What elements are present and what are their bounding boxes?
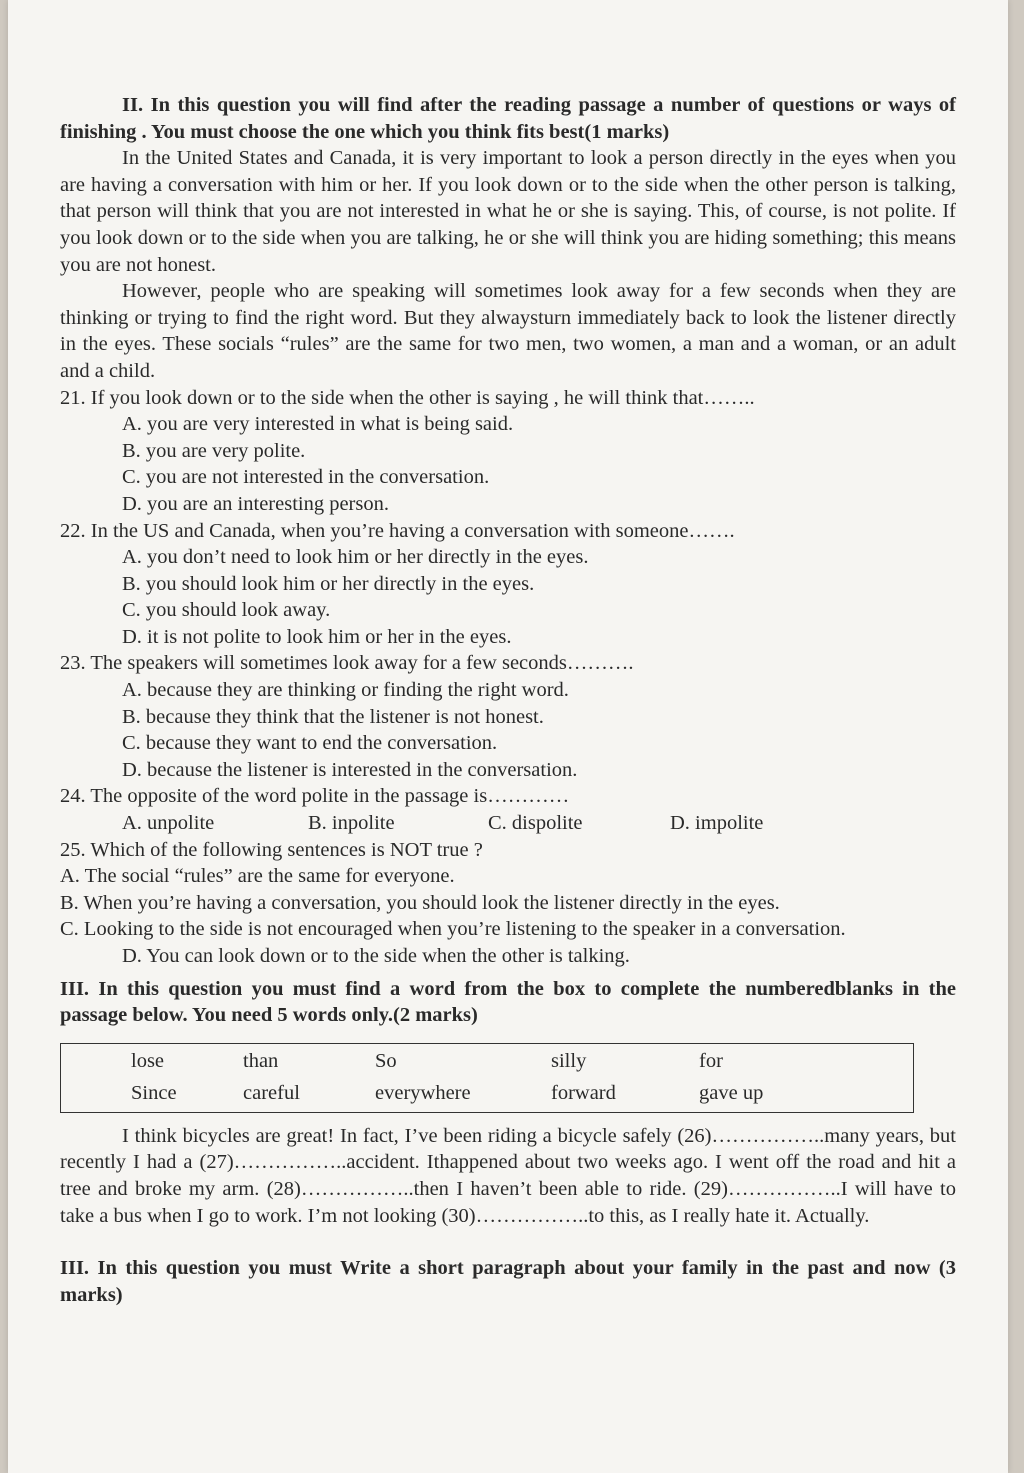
exam-content [60, 92, 956, 1308]
word-box-item: everywhere [375, 1082, 471, 1105]
word-box [60, 1043, 914, 1113]
question-23: 23. The speakers will sometimes look away for a few seconds………. [60, 652, 634, 675]
question-25-option-b: B. When you’re having a conversation, you should look the listener directly in the eyes. [60, 891, 780, 914]
word-box-row-2 [61, 1078, 913, 1110]
section-2-heading: II. In this question you will find after the reading passage a number of questions or ways of finishing . You must choose the one which you think fits best(1 marks) [60, 94, 956, 143]
question-25: 25. Which of the following sentences is NOT true ? [60, 838, 483, 861]
question-24-option-c: C. dispolite [488, 812, 583, 835]
question-23-option-b: B. because they think that the listener is not honest. [122, 705, 544, 728]
question-22-option-a: A. you don’t need to look him or her directly in the eyes. [122, 546, 589, 569]
word-box-item: forward [551, 1082, 616, 1105]
question-24-option-a: A. unpolite [122, 812, 215, 835]
word-box-item: So [375, 1050, 397, 1073]
word-box-item: for [699, 1050, 723, 1073]
word-box-item: gave up [699, 1082, 764, 1105]
question-22-option-b: B. you should look him or her directly in the eyes. [122, 572, 535, 595]
word-box-item: than [243, 1050, 279, 1073]
question-24: 24. The opposite of the word polite in the passage is………… [60, 785, 570, 808]
question-21-option-d: D. you are an interesting person. [122, 492, 389, 515]
question-25-option-a: A. The social “rules” are the same for everyone. [60, 865, 455, 888]
reading-passage-paragraph-2: However, people who are speaking will sometimes look away for a few seconds when they are thinking or trying to find the right word. But they alwaysturn immediately back to look the listener directly in the eyes. These socials “rules” are the same for two men, two women, a man and a woman, or an adult and a child. [60, 280, 956, 382]
question-24-option-b: B. inpolite [308, 812, 395, 835]
question-21: 21. If you look down or to the side when the other is saying , he will think that…….. [60, 386, 755, 409]
section-4-heading: III. In this question you must Write a short paragraph about your family in the past and now (3 marks) [60, 1257, 956, 1306]
word-box-item: lose [131, 1050, 165, 1073]
question-23-option-d: D. because the listener is interested in the conversation. [122, 758, 578, 781]
question-21-option-c: C. you are not interested in the conversation. [122, 466, 490, 489]
question-21-option-a: A. you are very interested in what is being said. [122, 413, 514, 436]
question-24-options [60, 810, 956, 837]
question-25-option-d: D. You can look down or to the side when the other is talking. [122, 945, 630, 967]
question-21-option-b: B. you are very polite. [122, 439, 306, 462]
question-25-option-c: C. Looking to the side is not encouraged when you’re listening to the speaker in a conversation. [60, 918, 846, 941]
question-22-option-d: D. it is not polite to look him or her in the eyes. [122, 625, 512, 648]
question-22: 22. In the US and Canada, when you’re having a conversation with someone……. [60, 519, 735, 542]
question-23-option-c: C. because they want to end the conversation. [122, 732, 498, 755]
word-box-item: careful [243, 1082, 300, 1105]
question-23-option-a: A. because they are thinking or finding the right word. [122, 679, 569, 702]
question-22-option-c: C. you should look away. [122, 599, 331, 622]
reading-passage-paragraph-1: In the United States and Canada, it is very important to look a person directly in the eyes when you are having a conversation with him or her. If you look down or to the side when the other person is talking, that person will think that you are not interested in what he or she is saying. This, of course, is not polite. If you look down or to the side when you are talking, he or she will think you are hiding something; this means you are not honest. [60, 147, 956, 276]
section-3-heading: III. In this question you must find a word from the box to complete the numberedblanks in the passage below. You need 5 words only.(2 marks) [60, 977, 956, 1027]
word-box-item: silly [551, 1050, 587, 1073]
exam-paper [8, 0, 1008, 1473]
question-24-option-d: D. impolite [670, 812, 764, 835]
word-box-row-1 [61, 1046, 913, 1078]
cloze-passage: I think bicycles are great! In fact, I’ve been riding a bicycle safely (26)……………..many years, but recently I had a (27)……………..accident. Ithappened about two weeks ago. I went off the road and hit a tree and broke my arm. (28)……………..then I haven’t been able to ride. (29)……………..I will have to take a bus when I go to work. I’m not looking (30)……………..to this, as I really hate it. Actually. [60, 1124, 956, 1227]
word-box-item: Since [131, 1082, 177, 1105]
